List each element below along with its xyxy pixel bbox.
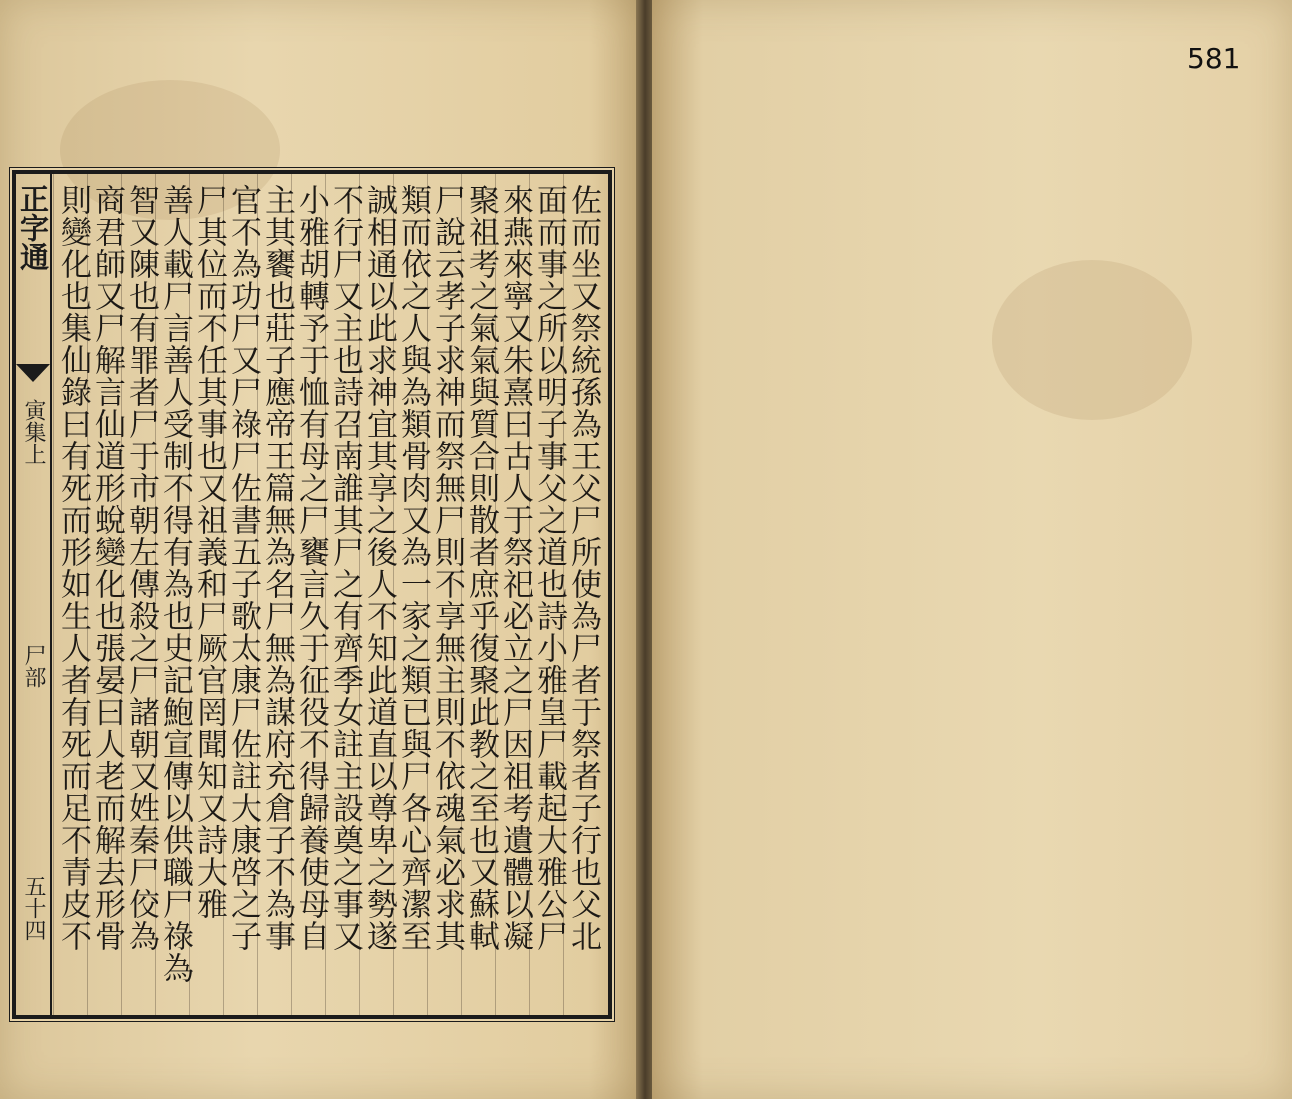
left-page: [0, 0, 640, 1099]
paper-stain: [992, 260, 1192, 420]
text-column: 則變化也集仙錄曰有死而形如生人者有死而足不青皮不: [55, 184, 91, 952]
text-column: 主其饔也莊子應帝王篇無為名尸無為謀府充倉子不為事: [259, 184, 295, 952]
left-strip-leaf: 五十四: [21, 875, 46, 941]
text-column: 佐而坐又祭統孫為王父尸所使為尸者于祭者子行也父北: [565, 184, 601, 952]
left-text-frame: [12, 170, 612, 1019]
text-column: 面而事之所以明子事父之道也詩小雅皇尸載起大雅公尸: [531, 184, 567, 952]
text-column: 來燕來寧又朱熹曰古人于祭祀必立之尸因祖考遺體以凝: [497, 184, 533, 952]
text-column: 不行尸又主也詩召南誰其尸之有齊季女註主設奠之事又: [327, 184, 363, 952]
text-column: 尸說云孝子求神而祭無尸則不享無主則不依魂氣必求其: [429, 184, 465, 952]
fish-tail-mark: [16, 364, 50, 382]
text-column: 尸其位而不任其事也又祖義和尸厥官罔聞知又詩大雅: [191, 184, 227, 920]
text-column: 官不為功尸又尸祿尸佐書五子歌太康尸佐註大康啓之子: [225, 184, 261, 952]
left-margin-strip: [14, 174, 52, 1015]
left-strip-section: 尸部: [21, 644, 46, 688]
column-rule: [53, 174, 54, 1015]
right-page: [652, 0, 1292, 1099]
left-strip-title: 正字通: [16, 184, 50, 271]
text-column: 善人載尸言善人受制不得有為也史記鮑宣傳以供職尸祿為: [157, 184, 193, 984]
text-column: 小雅胡轉予于恤有母之尸饔言久于征役不得歸養使母自: [293, 184, 329, 952]
text-column: 智又陳也有罪者尸于市朝左傳殺之尸諸朝又姓秦尸佼為: [123, 184, 159, 952]
text-column: 聚祖考之氣氣與質合則散者庶乎復聚此教之至也又蘇軾: [463, 184, 499, 952]
text-column: 商君師又尸解言仙道形蛻變化也張晏曰人老而解去形骨: [89, 184, 125, 952]
left-strip-volume: 寅集上: [21, 399, 46, 465]
page-number: 581: [1187, 42, 1241, 75]
text-column: 類而依之人與為類骨肉又為一家之類已與尸各心齊潔至: [395, 184, 431, 952]
text-column: 誠相通以此求神宜其享之後人不知此道直以尊卑之勢遂: [361, 184, 397, 952]
